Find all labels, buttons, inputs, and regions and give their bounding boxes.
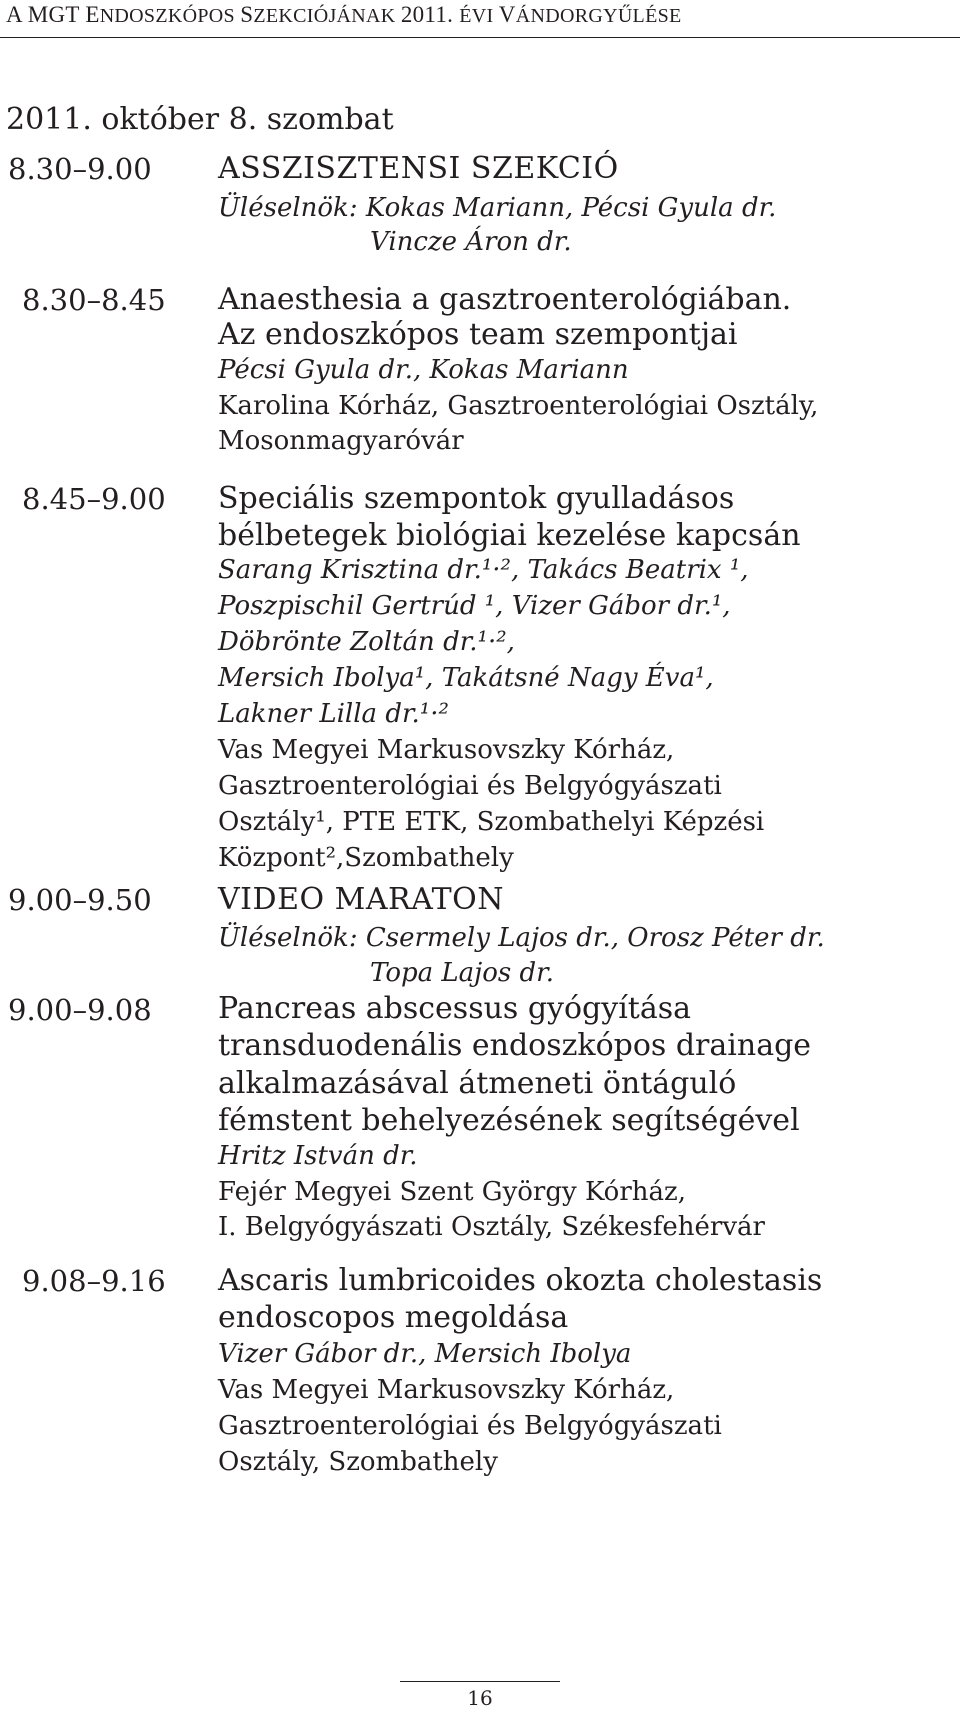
header-part: ZEKCIÓJÁNAK (253, 5, 401, 27)
day-heading: 2011. október 8. szombat (6, 102, 394, 137)
talk-authors: Hritz István dr. (218, 1141, 418, 1171)
talk-authors: Poszpischil Gertrúd ¹, Vizer Gábor dr.¹, (218, 591, 731, 621)
talk-authors: Mersich Ibolya¹, Takátsné Nagy Éva¹, (218, 663, 714, 693)
talk-institution: Vas Megyei Markusovszky Kórház, (218, 1375, 675, 1405)
talk-authors: Lakner Lilla dr.¹·² (218, 699, 449, 729)
session-chairs: Üléselnök: Kokas Mariann, Pécsi Gyula dr. (218, 193, 777, 223)
header-part: NDOSZKÓPOS (99, 5, 241, 27)
session-chairs: Üléselnök: Csermely Lajos dr., Orosz Péter dr. (218, 923, 825, 953)
talk-title: transduodenális endoszkópos drainage (218, 1028, 812, 1063)
header-part: A MGT E (6, 2, 100, 27)
talk-institution: Fejér Megyei Szent György Kórház, (218, 1177, 686, 1207)
talk-institution: Központ²,Szombathely (218, 843, 514, 873)
talk-time: 8.30–8.45 (22, 283, 166, 317)
talk-time: 8.45–9.00 (22, 482, 166, 516)
talk-time: 9.08–9.16 (22, 1264, 166, 1298)
talk-institution: Mosonmagyaróvár (218, 426, 464, 456)
session-time: 8.30–9.00 (8, 152, 152, 186)
talk-authors: Pécsi Gyula dr., Kokas Mariann (218, 355, 629, 385)
talk-institution: Osztály, Szombathely (218, 1447, 498, 1477)
header-part: ÁNDORGYŰLÉSE (515, 5, 682, 27)
talk-authors: Sarang Krisztina dr.¹·², Takács Beatrix ¹, (218, 555, 749, 585)
talk-title: endoscopos megoldása (218, 1300, 569, 1335)
talk-title: bélbetegek biológiai kezelése kapcsán (218, 518, 801, 553)
session-time: 9.00–9.50 (8, 883, 152, 917)
header-part: ÉVI (459, 5, 499, 27)
header-part: S (240, 2, 254, 27)
talk-title: Az endoszkópos team szempontjai (218, 317, 738, 352)
talk-title: alkalmazásával átmeneti öntáguló (218, 1066, 737, 1101)
talk-authors: Vizer Gábor dr., Mersich Ibolya (218, 1339, 632, 1369)
running-header (6, 2, 682, 28)
talk-institution: Osztály¹, PTE ETK, Szombathelyi Képzési (218, 807, 765, 837)
talk-institution: Gasztroenterológiai és Belgyógyászati (218, 1411, 722, 1441)
session-chairs: Topa Lajos dr. (370, 958, 554, 988)
talk-institution: Karolina Kórház, Gasztroenterológiai Osztály, (218, 391, 819, 421)
talk-title: fémstent behelyezésének segítségével (218, 1103, 800, 1138)
session-title: ASSZISZTENSI SZEKCIÓ (218, 151, 619, 186)
talk-time: 9.00–9.08 (8, 993, 152, 1027)
talk-title: Ascaris lumbricoides okozta cholestasis (218, 1263, 823, 1298)
header-part: V (498, 2, 516, 27)
talk-title: Pancreas abscessus gyógyítása (218, 991, 692, 1026)
talk-authors: Döbrönte Zoltán dr.¹·², (218, 627, 515, 657)
talk-title: Anaesthesia a gasztroenterológiában. (218, 282, 792, 317)
talk-institution: Vas Megyei Markusovszky Kórház, (218, 735, 675, 765)
talk-title: Speciális szempontok gyulladásos (218, 481, 735, 516)
session-chairs: Vincze Áron dr. (370, 227, 572, 257)
page-number: 16 (467, 1686, 493, 1710)
session-title: VIDEO MARATON (218, 882, 504, 917)
talk-institution: I. Belgyógyászati Osztály, Székesfehérvár (218, 1212, 765, 1242)
talk-institution: Gasztroenterológiai és Belgyógyászati (218, 771, 722, 801)
header-divider (0, 37, 960, 38)
footer-divider (400, 1681, 560, 1682)
header-part: 2011. (400, 2, 460, 27)
